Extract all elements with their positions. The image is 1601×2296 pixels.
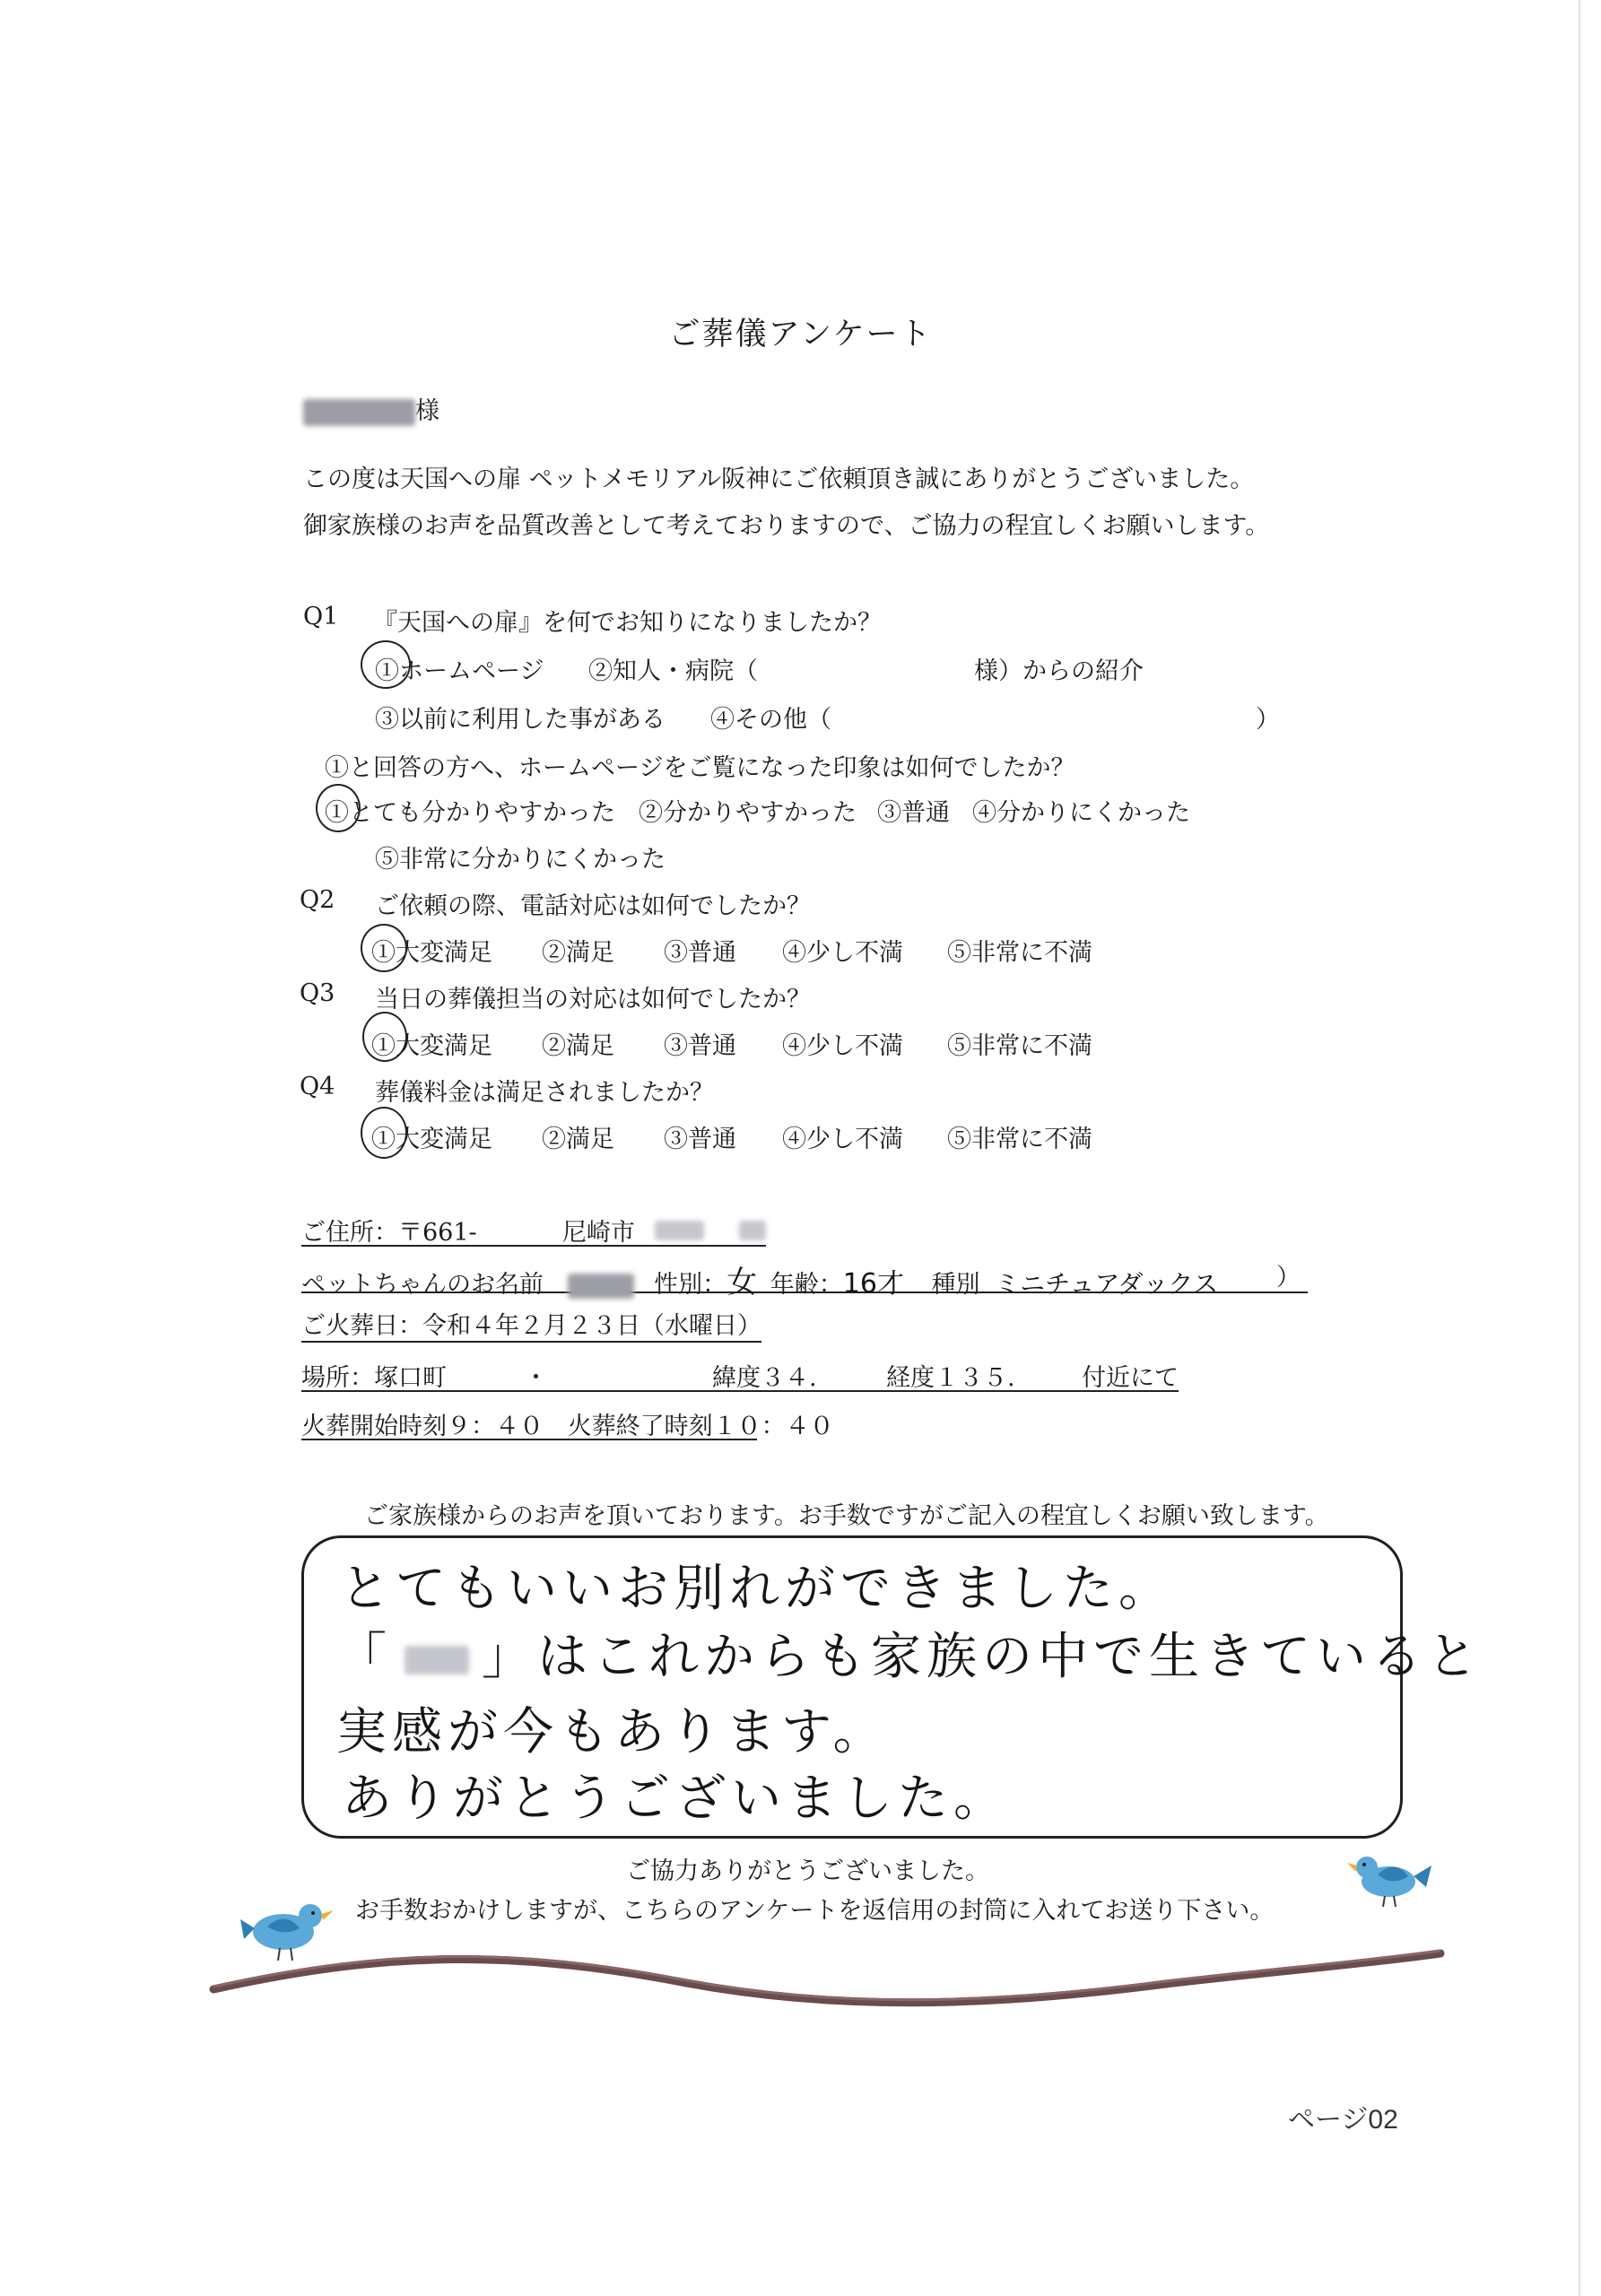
q1-sub-question: ①と回答の方へ、ホームページをご覧になった印象は如何でしたか？ bbox=[325, 754, 1075, 782]
place-dot: ・ bbox=[524, 1364, 548, 1392]
q2-option-3[interactable]: ③普通 bbox=[664, 939, 736, 967]
q1-number: Q1 bbox=[303, 603, 339, 631]
q3-selection-circle bbox=[362, 1012, 407, 1062]
branch bbox=[213, 1953, 1440, 2003]
start-time: 火葬開始時刻９：４０ bbox=[301, 1413, 544, 1440]
q3-option-3[interactable]: ③普通 bbox=[664, 1032, 736, 1060]
q1-sub-option-3[interactable]: ③普通 bbox=[877, 799, 950, 827]
q2-number: Q2 bbox=[300, 886, 335, 914]
breed-close: ） bbox=[1276, 1264, 1301, 1292]
comment-prompt: ご家族様からのお声を頂いております。お手数ですがご記入の程宜しくお願い致します。 bbox=[364, 1502, 1329, 1530]
latitude: 緯度３４. bbox=[712, 1364, 817, 1392]
q1-option-2-suffix: 様）からの紹介 bbox=[974, 657, 1144, 685]
time-row bbox=[301, 1406, 834, 1440]
q4-selection-circle bbox=[361, 1107, 407, 1159]
q3-option-1[interactable]: ①大変満足 bbox=[371, 1032, 492, 1060]
pet-name-label: ペットちゃんのお名前 bbox=[301, 1271, 544, 1299]
age-label: 年齢： bbox=[770, 1271, 843, 1299]
page-number: ページ02 bbox=[1288, 2105, 1398, 2135]
footer-thanks: ご協力ありがとうございました。 bbox=[626, 1857, 989, 1885]
bird-icon bbox=[240, 1892, 339, 1964]
comment-line-1: とてもいいお別れができました。 bbox=[340, 1560, 1174, 1618]
sex-label: 性別： bbox=[654, 1271, 727, 1299]
q4-option-5[interactable]: ⑤非常に不満 bbox=[947, 1126, 1092, 1153]
footer-return-note: お手数おかけしますが、こちらのアンケートを返信用の封筒に入れてお送り下さい。 bbox=[355, 1897, 1275, 1925]
longitude: 経度１３５. bbox=[886, 1364, 1015, 1392]
comment-box bbox=[301, 1535, 1483, 1839]
q1-sub-option-4[interactable]: ④分かりにくかった bbox=[972, 799, 1190, 827]
breed-value: ミニチュアダックス bbox=[995, 1269, 1219, 1299]
q2-selection-circle bbox=[361, 924, 407, 972]
q1-option-4-close: ） bbox=[1256, 706, 1280, 734]
addressee bbox=[303, 391, 439, 426]
redacted-name bbox=[303, 399, 415, 426]
address-city: 尼崎市 bbox=[561, 1219, 635, 1247]
q2-question: ご依頼の際、電話対応は如何でしたか？ bbox=[375, 892, 811, 920]
redacted-address-2 bbox=[739, 1221, 766, 1240]
redacted-pet-name bbox=[568, 1274, 634, 1299]
q3-option-5[interactable]: ⑤非常に不満 bbox=[947, 1032, 1092, 1060]
comment-line-3: 実感が今もあります。 bbox=[336, 1703, 889, 1761]
intro-line-2: 御家族様のお声を品質改善として考えておりますので、ご協力の程宜しくお願いします。 bbox=[303, 512, 1270, 540]
q1-sub-option-1[interactable]: ①とても分かりやすかった bbox=[325, 799, 615, 827]
place-row bbox=[301, 1358, 1179, 1392]
q1-option-1[interactable]: ①ホームページ bbox=[375, 657, 544, 685]
q3-question: 当日の葬儀担当の対応は如何でしたか？ bbox=[375, 986, 811, 1013]
breed-label: 種別 bbox=[931, 1271, 980, 1299]
cremation-date: ご火葬日：令和４年２月２３日（水曜日） bbox=[301, 1306, 761, 1343]
q1-option-2[interactable]: ②知人・病院（ bbox=[588, 657, 758, 685]
q3-option-2[interactable]: ②満足 bbox=[542, 1032, 614, 1060]
intro-line-1: この度は天国への扉 ペットメモリアル阪神にご依頼頂き誠にありがとうございました。 bbox=[303, 465, 1255, 493]
sex-value: 女 bbox=[727, 1265, 758, 1300]
nearby-label: 付近にて bbox=[1082, 1364, 1179, 1392]
q1-option-4[interactable]: ④その他（ bbox=[710, 706, 831, 734]
q2-option-2[interactable]: ②満足 bbox=[542, 939, 614, 967]
q1-question: 『天国への扉』を何でお知りになりましたか？ bbox=[373, 609, 882, 637]
pet-row bbox=[301, 1257, 1308, 1300]
q2-option-4[interactable]: ④少し不満 bbox=[782, 939, 903, 967]
age-value: 16才 bbox=[842, 1268, 904, 1300]
addressee-suffix: 様 bbox=[415, 397, 439, 425]
q4-question: 葬儀料金は満足されましたか？ bbox=[375, 1079, 714, 1107]
bird-icon-right bbox=[1345, 1848, 1435, 1910]
place-label: 場所：塚口町 bbox=[301, 1364, 447, 1392]
redacted-pet-name-comment bbox=[405, 1646, 469, 1674]
q1-sub-selection-circle bbox=[316, 784, 361, 832]
q4-option-1[interactable]: ①大変満足 bbox=[371, 1126, 492, 1153]
q1-sub-option-5[interactable]: ⑤非常に分かりにくかった bbox=[375, 846, 666, 874]
q4-option-2[interactable]: ②満足 bbox=[542, 1126, 614, 1153]
end-time: 火葬終了時刻１０：４０ bbox=[567, 1413, 834, 1440]
comment-line-2-text: 」はこれからも家族の中で生きていると bbox=[482, 1628, 1483, 1686]
q4-option-4[interactable]: ④少し不満 bbox=[782, 1126, 903, 1153]
q1-sub-option-2[interactable]: ②分かりやすかった bbox=[639, 799, 857, 827]
q4-option-3[interactable]: ③普通 bbox=[664, 1126, 736, 1153]
q1-selection-circle bbox=[361, 640, 411, 689]
redacted-address bbox=[655, 1221, 704, 1240]
comment-line-2 bbox=[336, 1617, 1483, 1689]
quote-open: 「 bbox=[336, 1628, 392, 1686]
q3-number: Q3 bbox=[300, 979, 335, 1007]
comment-line-4: ありがとうございました。 bbox=[342, 1770, 1009, 1828]
q4-number: Q4 bbox=[300, 1073, 335, 1100]
page-title: ご葬儀アンケート bbox=[668, 317, 933, 352]
q1-option-3[interactable]: ③以前に利用した事がある bbox=[375, 706, 666, 734]
q2-option-5[interactable]: ⑤非常に不満 bbox=[947, 939, 1092, 967]
q3-option-4[interactable]: ④少し不満 bbox=[782, 1032, 903, 1060]
q2-option-1[interactable]: ①大変満足 bbox=[371, 939, 492, 967]
address-row bbox=[301, 1213, 766, 1247]
address-label: ご住所：〒661- bbox=[301, 1219, 477, 1247]
